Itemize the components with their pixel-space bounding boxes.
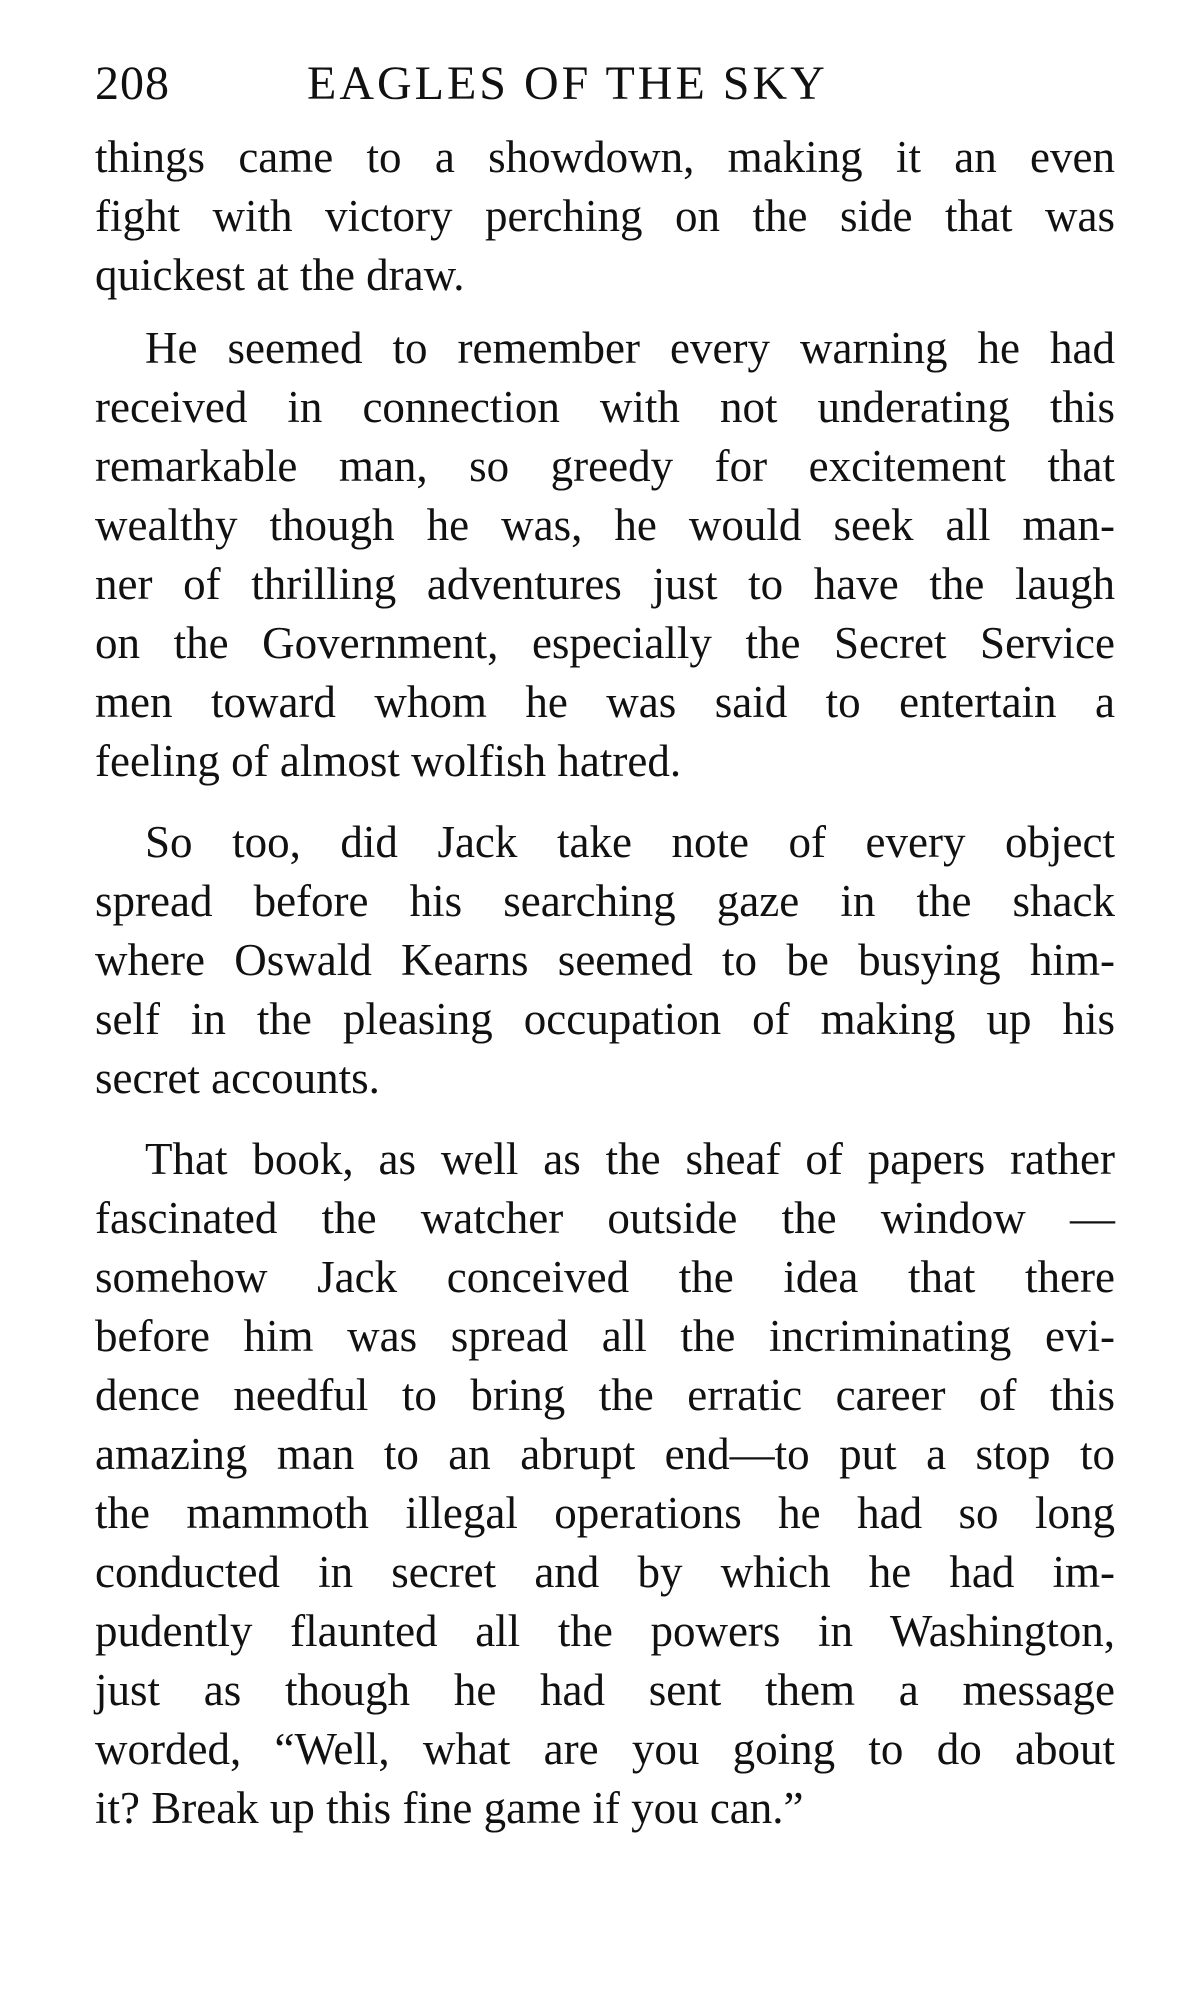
text-line: self in the pleasing occupation of making up his	[95, 994, 1115, 1044]
text-line: remarkable man, so greedy for excitement that	[95, 441, 1115, 491]
paragraph	[95, 128, 1115, 305]
text-line: spread before his searching gaze in the shack	[95, 876, 1115, 926]
text-line: worded, “Well, what are you going to do about	[95, 1724, 1115, 1774]
page-number: 208	[95, 57, 170, 110]
text-line: That book, as well as the sheaf of papers rather	[145, 1134, 1115, 1184]
text-line: secret accounts.	[95, 1053, 380, 1103]
text-line: fascinated the watcher outside the window —	[95, 1193, 1115, 1243]
text-line: pudently flaunted all the powers in Washington,	[95, 1606, 1115, 1656]
text-line: conducted in secret and by which he had im-	[95, 1547, 1115, 1597]
text-line: it? Break up this fine game if you can.”	[95, 1783, 804, 1833]
paragraph	[95, 813, 1115, 1108]
text-line: He seemed to remember every warning he had	[145, 323, 1115, 373]
text-line: dence needful to bring the erratic career of this	[95, 1370, 1115, 1420]
text-line: ner of thrilling adventures just to have the laugh	[95, 559, 1115, 609]
running-head: EAGLES OF THE SKY	[307, 57, 828, 110]
text-line: somehow Jack conceived the idea that there	[95, 1252, 1115, 1302]
text-line: the mammoth illegal operations he had so long	[95, 1488, 1115, 1538]
paragraph	[95, 319, 1115, 791]
text-line: where Oswald Kearns seemed to be busying him-	[95, 935, 1115, 985]
text-line: wealthy though he was, he would seek all man-	[95, 500, 1115, 550]
text-line: things came to a showdown, making it an even	[95, 132, 1115, 182]
body-text	[95, 128, 1115, 1844]
text-line: men toward whom he was said to entertain a	[95, 677, 1115, 727]
text-line: amazing man to an abrupt end—to put a stop to	[95, 1429, 1115, 1479]
page-header	[95, 56, 1115, 126]
text-line: just as though he had sent them a message	[95, 1665, 1115, 1715]
text-line: fight with victory perching on the side that was	[95, 191, 1115, 241]
text-line: on the Government, especially the Secret Service	[95, 618, 1115, 668]
text-line: quickest at the draw.	[95, 250, 465, 300]
text-line: So too, did Jack take note of every object	[145, 817, 1115, 867]
text-line: received in connection with not underating this	[95, 382, 1115, 432]
text-line: feeling of almost wolfish hatred.	[95, 736, 682, 786]
text-line: before him was spread all the incriminating evi-	[95, 1311, 1115, 1361]
paragraph	[95, 1130, 1115, 1838]
